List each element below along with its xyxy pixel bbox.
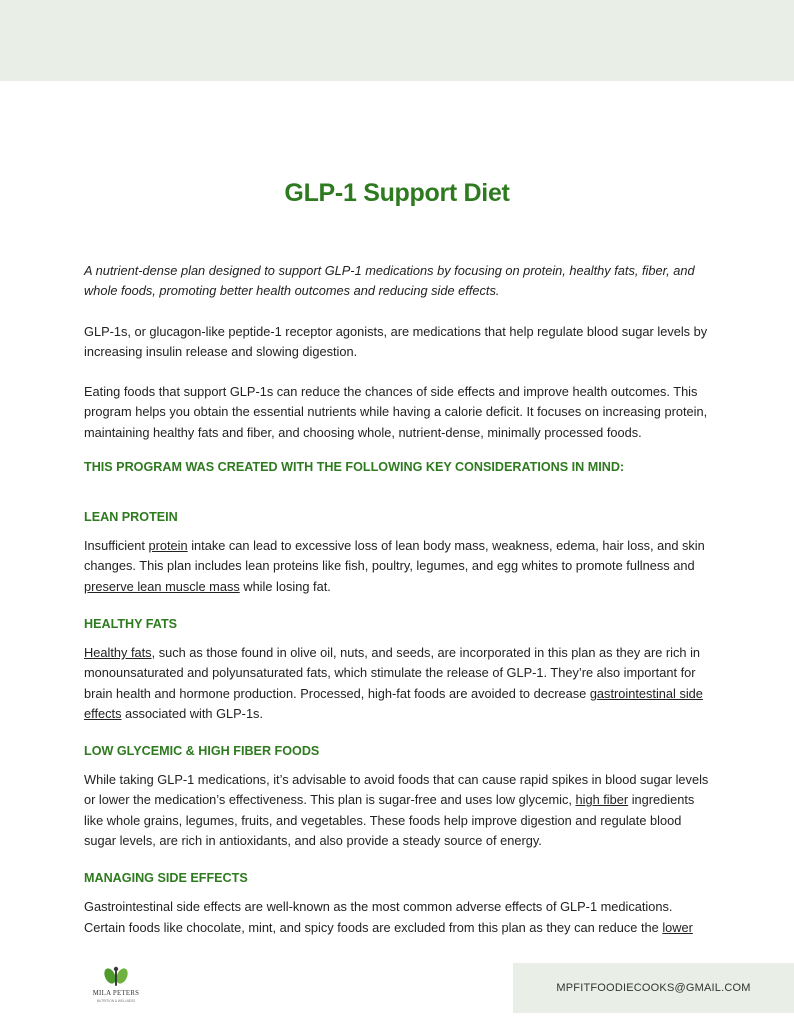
overview-paragraph: Eating foods that support GLP-1s can reduce the chances of side effects and improve health outcomes. This program helps you obtain the essential nutrients while having a calorie deficit. It focuses on increasing protein, maintaining healthy fats and fiber, and choosing whole, nutrient-dense, minimally processed foods. bbox=[84, 384, 708, 440]
section-heading-lean-protein: LEAN PROTEIN bbox=[84, 510, 178, 525]
page-title: GLP-1 Support Diet bbox=[284, 178, 510, 207]
section-heading-side-effects: MANAGING SIDE EFFECTS bbox=[84, 871, 248, 886]
text-segment: ingredients like whole grains, legumes, fruits, and vegetables. These foods help improve digestion and regulate blood sugar levels, are rich in antioxidants, and also provide a steady source of energy. bbox=[84, 792, 695, 849]
brand-name: MILA PETERS bbox=[92, 990, 140, 997]
lower-link[interactable]: lower bbox=[662, 919, 693, 935]
text-segment: intake can lead to excessive loss of lean body mass, weakness, edema, hair loss, and skin changes. This plan includes lean proteins like fish, poultry, legumes, and egg whites to promote fullness and bbox=[84, 538, 705, 574]
brand-logo-icon bbox=[88, 966, 144, 1010]
text-segment: , such as those found in olive oil, nuts, and seeds, are incorporated in this plan as they are rich in monounsaturated and polyunsaturated fats, which stimulate the release of GLP-1. They’re also important for brain health and hormone production. Processed, high-fat foods are avoided to decrease bbox=[84, 644, 701, 701]
healthy-fats-link[interactable]: Healthy fats bbox=[84, 644, 152, 660]
side-effects-paragraph bbox=[84, 897, 714, 938]
low-glycemic-paragraph bbox=[84, 770, 714, 851]
footer-contact-band bbox=[513, 963, 794, 1013]
header-band bbox=[0, 0, 794, 81]
preserve-muscle-link[interactable]: preserve lean muscle mass bbox=[84, 578, 240, 594]
healthy-fats-paragraph bbox=[84, 643, 714, 724]
text-segment: associated with GLP-1s. bbox=[121, 705, 264, 721]
text-segment: While taking GLP-1 medications, it’s advisable to avoid foods that can cause rapid spikes in blood sugar levels or lower the medication’s effectiveness. This plan is sugar-free and uses low glycemic, bbox=[84, 772, 709, 808]
text-segment: Gastrointestinal side effects are well-known as the most common adverse effects of GLP-1 medications. Certain foods like chocolate, mint, and spicy foods are excluded from this plan as they can reduce the bbox=[84, 899, 673, 935]
section-heading-healthy-fats: HEALTHY FATS bbox=[84, 616, 178, 631]
text-segment: while losing fat. bbox=[239, 578, 331, 594]
high-fiber-link[interactable]: high fiber bbox=[575, 792, 629, 808]
brand-tagline: NUTRITION & WELLNESS bbox=[96, 999, 136, 1003]
document-body bbox=[84, 261, 714, 955]
lean-protein-paragraph bbox=[84, 536, 714, 597]
intro-paragraph: A nutrient-dense plan designed to support GLP-1 medications by focusing on protein, healthy fats, fiber, and whole foods, promoting better health outcomes and reducing side effects. bbox=[84, 263, 695, 299]
definition-paragraph: GLP-1s, or glucagon-like peptide-1 receptor agonists, are medications that help regulate blood sugar levels by increasing insulin release and slowing digestion. bbox=[84, 323, 708, 359]
section-heading-low-glycemic: LOW GLYCEMIC & HIGH FIBER FOODS bbox=[84, 744, 320, 759]
text-segment: Insufficient bbox=[84, 538, 149, 554]
contact-email: MPFITFOODIECOOKS@GMAIL.COM bbox=[556, 982, 751, 994]
key-considerations-heading: THIS PROGRAM WAS CREATED WITH THE FOLLOWING KEY CONSIDERATIONS IN MIND: bbox=[84, 460, 625, 475]
protein-link[interactable]: protein bbox=[148, 538, 188, 554]
gi-side-effects-link[interactable]: gastrointestinal side effects bbox=[84, 685, 703, 721]
